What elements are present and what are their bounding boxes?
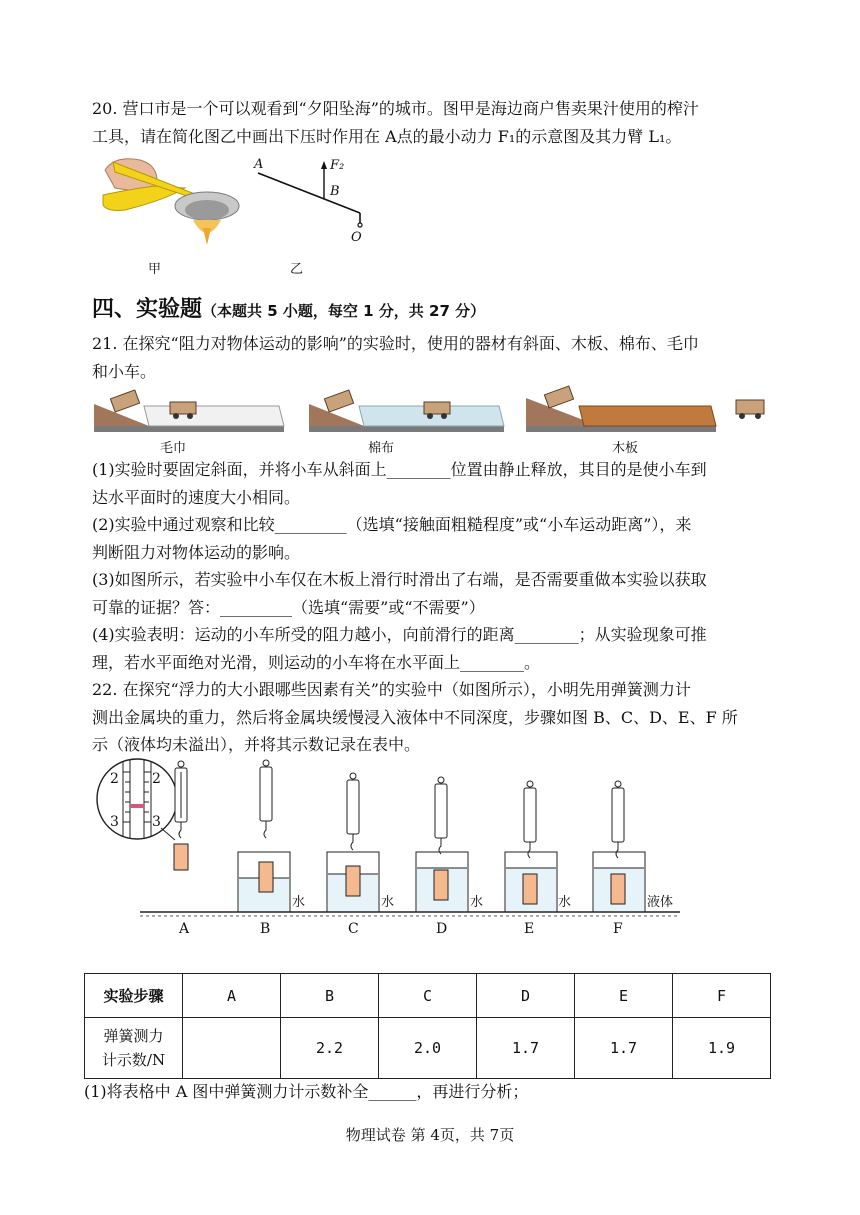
q22-line2: 测出金属块的重力，然后将金属块缓慢浸入液体中不同深度，步骤如图 B、C、D、E、F 所 [92, 708, 738, 727]
table-header-label: 实验步骤 [85, 974, 183, 1018]
q21-s4b: 理，若水平面绝对光滑，则运动的小车将在水平面上________。 [92, 653, 541, 672]
step-label-F: F [613, 921, 623, 937]
scale-mark-2-right: 2 [152, 771, 161, 787]
table-value-C: 2.0 [379, 1018, 477, 1079]
liquid-label-F: 液体 [647, 895, 674, 910]
liquid-label-C: 水 [381, 895, 395, 910]
section-title: 四、实验题 [92, 297, 203, 322]
scale-mark-3-right: 3 [152, 814, 161, 830]
table-step-D: D [477, 974, 575, 1018]
caption-cotton: 棉布 [368, 441, 395, 456]
liquid-label-E: 水 [558, 895, 572, 910]
table-step-B: B [281, 974, 379, 1018]
point-B: B [330, 184, 340, 199]
juicer-photo [95, 150, 245, 260]
q21-line1: 21. 在探究“阻力对物体运动的影响”的实验时，使用的器材有斜面、木板、棉布、毛巾 [92, 334, 699, 353]
q21-s2a: (2)实验中通过观察和比较_________（选填“接触面粗糙程度”或“小车运动距离”），来 [92, 515, 692, 534]
table-row-label [85, 1018, 183, 1079]
label-jia: 甲 [148, 262, 162, 277]
liquid-label-D: 水 [470, 895, 484, 910]
table-value-B: 2.2 [281, 1018, 379, 1079]
step-label-C: C [348, 921, 359, 937]
q22-s1: (1)将表格中 A 图中弹簧测力计示数补全______，再进行分析； [84, 1082, 529, 1101]
point-A: A [254, 157, 264, 172]
step-label-B: B [260, 921, 271, 937]
step-label-D: D [436, 921, 448, 937]
q21-line2: 和小车。 [92, 362, 157, 381]
point-O: O [351, 230, 362, 245]
caption-towel: 毛巾 [160, 441, 187, 456]
q21-s1a: (1)实验时要固定斜面，并将小车从斜面上________位置由静止释放，其目的是使小车到 [92, 460, 707, 479]
reading-table [84, 973, 771, 1079]
table-step-A: A [183, 974, 281, 1018]
slopes-figure [94, 384, 774, 434]
q22-line1: 22. 在探究“浮力的大小跟哪些因素有关”的实验中（如图所示），小明先用弹簧测力计 [92, 680, 691, 699]
step-label-A: A [179, 921, 190, 937]
force-F2: F₂ [330, 158, 345, 173]
scale-mark-3-left: 3 [110, 814, 119, 830]
q20-line2: 工具，请在简化图乙中画出下压时作用在 A点的最小动力 F₁的示意图及其力臂 L₁。 [92, 127, 682, 146]
q21-s2b: 判断阻力对物体运动的影响。 [92, 543, 301, 562]
q21-s3b: 可靠的证据？答：_________（选填“需要”或“不需要”） [92, 598, 485, 617]
q22-line3: 示（液体均未溢出），并将其示数记录在表中。 [92, 735, 421, 754]
section-heading [92, 292, 485, 323]
table-value-F: 1.9 [673, 1018, 771, 1079]
page-footer: 物理试卷 第 4页，共 7页 [345, 1126, 515, 1144]
q21-s3a: (3)如图所示，若实验中小车仅在木板上滑行时滑出了右端，是否需要重做本实验以获取 [92, 570, 707, 589]
caption-wood: 木板 [612, 441, 639, 456]
liquid-label-B: 水 [292, 895, 306, 910]
table-value-D: 1.7 [477, 1018, 575, 1079]
row-label-2: 计示数/N [101, 1051, 166, 1069]
table-value-E: 1.7 [575, 1018, 673, 1079]
q21-s4a: (4)实验表明：运动的小车所受的阻力越小，向前滑行的距离________；从实验现象可推 [92, 625, 707, 644]
q21-s1b: 达水平面时的速度大小相同。 [92, 488, 301, 507]
label-yi: 乙 [290, 262, 304, 277]
step-label-E: E [524, 921, 535, 937]
table-value-A [183, 1018, 281, 1079]
section-note: （本题共 5 小题，每空 1 分，共 27 分） [202, 302, 486, 320]
scale-mark-2-left: 2 [110, 771, 119, 787]
row-label-1: 弹簧测力 [103, 1027, 164, 1045]
table-step-F: F [673, 974, 771, 1018]
q20-line1: 20. 营口市是一个可以观看到“夕阳坠海”的城市。图甲是海边商户售卖果汁使用的榨汁 [92, 99, 699, 118]
table-step-E: E [575, 974, 673, 1018]
table-step-C: C [379, 974, 477, 1018]
